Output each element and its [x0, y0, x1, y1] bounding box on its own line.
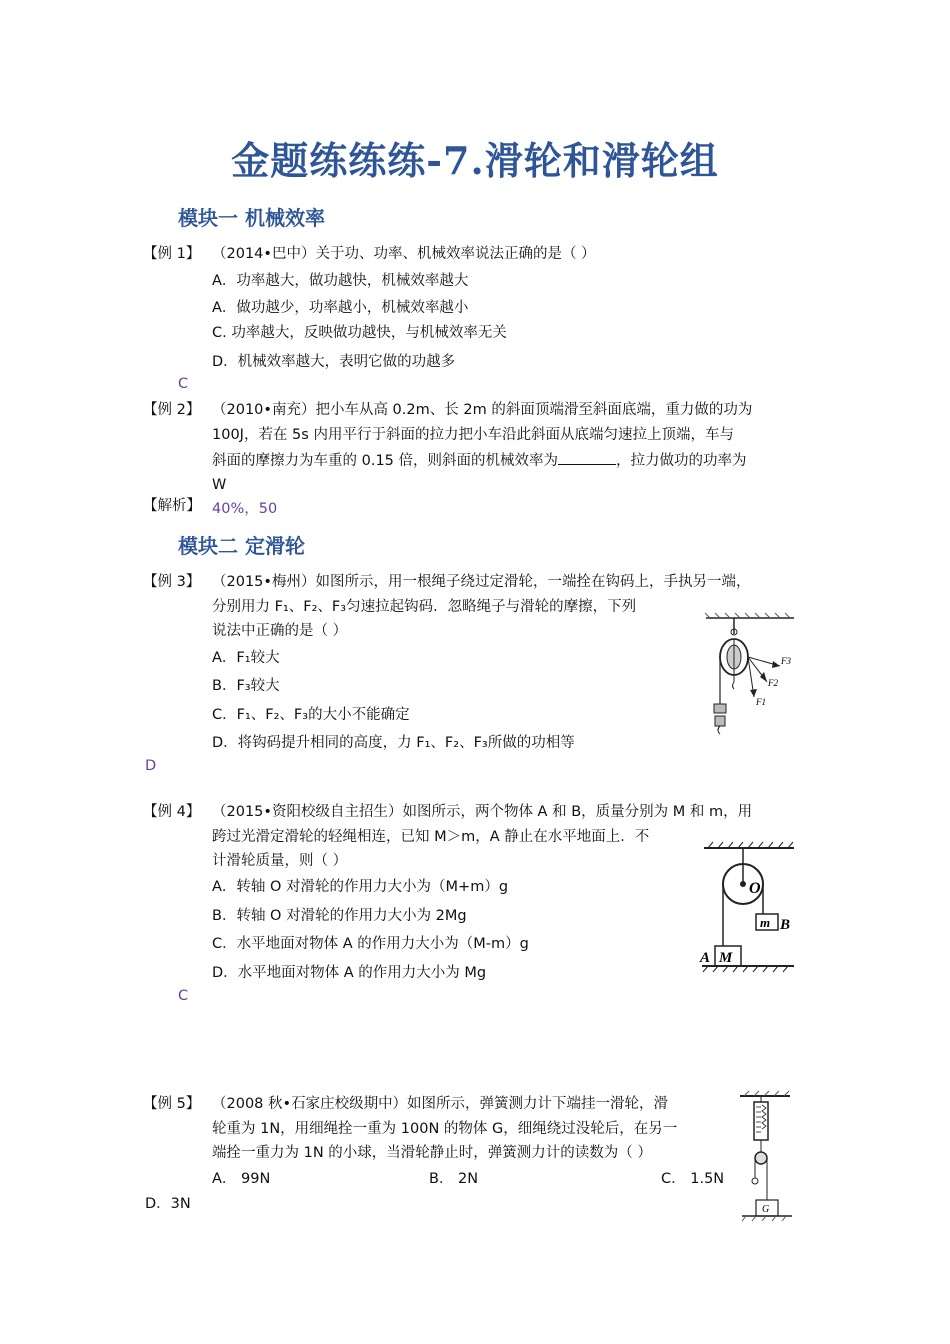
block-a-label: A — [700, 950, 711, 966]
ex3-answer: D — [145, 758, 157, 774]
ex3-option: B．F₃较大 — [212, 678, 280, 694]
ex4-option: D．水平地面对物体 A 的作用力大小为 Mg — [212, 965, 487, 981]
ex5-option-d: D．3N — [145, 1196, 191, 1212]
ex2-tag: 【例 2】 — [143, 402, 201, 418]
ex1-stem: （2014•巴中）关于功、功率、机械效率说法正确的是（ ） — [212, 246, 596, 262]
ex2-line3-start: 斜面的摩擦力为车重的 0.15 倍，则斜面的机械效率为 — [212, 453, 559, 469]
ex5-option-c: C． 1.5N — [661, 1171, 725, 1187]
ex4-line: 计滑轮质量，则（ ） — [212, 853, 348, 869]
ex1-option: C. 功率越大，反映做功越快，与机械效率无关 — [212, 325, 507, 341]
ex4-line: （2015•资阳校级自主招生）如图所示，两个物体 A 和 B，质量分别为 M 和 m，用 — [212, 804, 753, 820]
ex1-option: A．做功越少，功率越小，机械效率越小 — [212, 300, 469, 316]
block-a-mass: M — [719, 950, 733, 966]
force-label-f2: F2 — [768, 678, 778, 688]
module-heading-1: 模块一 机械效率 — [178, 206, 325, 230]
page-title: 金题练练练-7.滑轮和滑轮组 — [231, 138, 719, 183]
weight-label-g: G — [762, 1204, 770, 1215]
ex3-option: D．将钩码提升相同的高度，力 F₁、F₂、F₃所做的功相等 — [212, 735, 575, 751]
ex4-tag: 【例 4】 — [143, 804, 201, 820]
ex4-option: A．转轴 O 对滑轮的作用力大小为（M+m）g — [212, 879, 509, 895]
ex2-line: W — [212, 477, 227, 493]
axle-label-o: O — [749, 880, 761, 897]
ex2-analysis-tag: 【解析】 — [143, 498, 201, 514]
ex1-option: A．功率越大，做功越快，机械效率越大 — [212, 273, 469, 289]
ex5-option-a: A． 99N — [212, 1171, 271, 1187]
ex5-line: （2008 秋•石家庄校级期中）如图所示，弹簧测力计下端挂一滑轮，滑 — [212, 1096, 669, 1112]
module-heading-2: 模块二 定滑轮 — [178, 534, 305, 558]
ex3-tag: 【例 3】 — [143, 574, 201, 590]
force-label-f3: F3 — [781, 656, 791, 666]
ex4-answer: C — [178, 988, 189, 1004]
ex3-line: 说法中正确的是（ ） — [212, 623, 348, 639]
block-b-mass: m — [760, 915, 771, 930]
ex2-line3-end: ，拉力做功的功率为 — [616, 453, 747, 469]
fixed-pulley-forces-figure — [700, 612, 800, 744]
answer-blank — [558, 450, 616, 465]
ex4-option: B．转轴 O 对滑轮的作用力大小为 2Mg — [212, 908, 467, 924]
ex3-option: C．F₁、F₂、F₃的大小不能确定 — [212, 707, 410, 723]
spring-balance-figure — [734, 1090, 796, 1224]
ex4-line: 跨过光滑定滑轮的轻绳相连，已知 M＞m，A 静止在水平地面上．不 — [212, 829, 650, 845]
pulley-ab-figure — [698, 840, 798, 978]
ex5-line: 轮重为 1N，用细绳拴一重为 100N 的物体 G，细绳绕过没轮后，在另一 — [212, 1121, 678, 1137]
ex3-option: A．F₁较大 — [212, 650, 280, 666]
ex1-option: D．机械效率越大，表明它做的功越多 — [212, 354, 456, 370]
ex2-line: （2010•南充）把小车从高 0.2m、长 2m 的斜面顶端滑至斜面底端，重力做的功为 — [212, 402, 753, 418]
ex3-line: （2015•梅州）如图所示，用一根绳子绕过定滑轮，一端拴在钩码上，手执另一端， — [212, 574, 751, 590]
ex2-line-3 — [212, 450, 747, 471]
ex5-tag: 【例 5】 — [143, 1096, 201, 1112]
ex1-tag: 【例 1】 — [143, 246, 201, 262]
ex2-answer: 40%，50 — [212, 501, 278, 517]
ex5-option-b: B． 2N — [429, 1171, 479, 1187]
block-b-label: B — [780, 917, 791, 933]
ex1-answer: C — [178, 376, 189, 392]
ex2-line: 100J，若在 5s 内用平行于斜面的拉力把小车沿此斜面从底端匀速拉上顶端，车与 — [212, 427, 734, 443]
ex5-line: 端拴一重力为 1N 的小球，当滑轮静止时，弹簧测力计的读数为（ ） — [212, 1145, 652, 1161]
ex4-option: C．水平地面对物体 A 的作用力大小为（M-m）g — [212, 936, 529, 952]
force-label-f1: F1 — [756, 697, 766, 707]
ex3-line: 分别用力 F₁、F₂、F₃匀速拉起钩码．忽略绳子与滑轮的摩擦，下列 — [212, 599, 637, 615]
